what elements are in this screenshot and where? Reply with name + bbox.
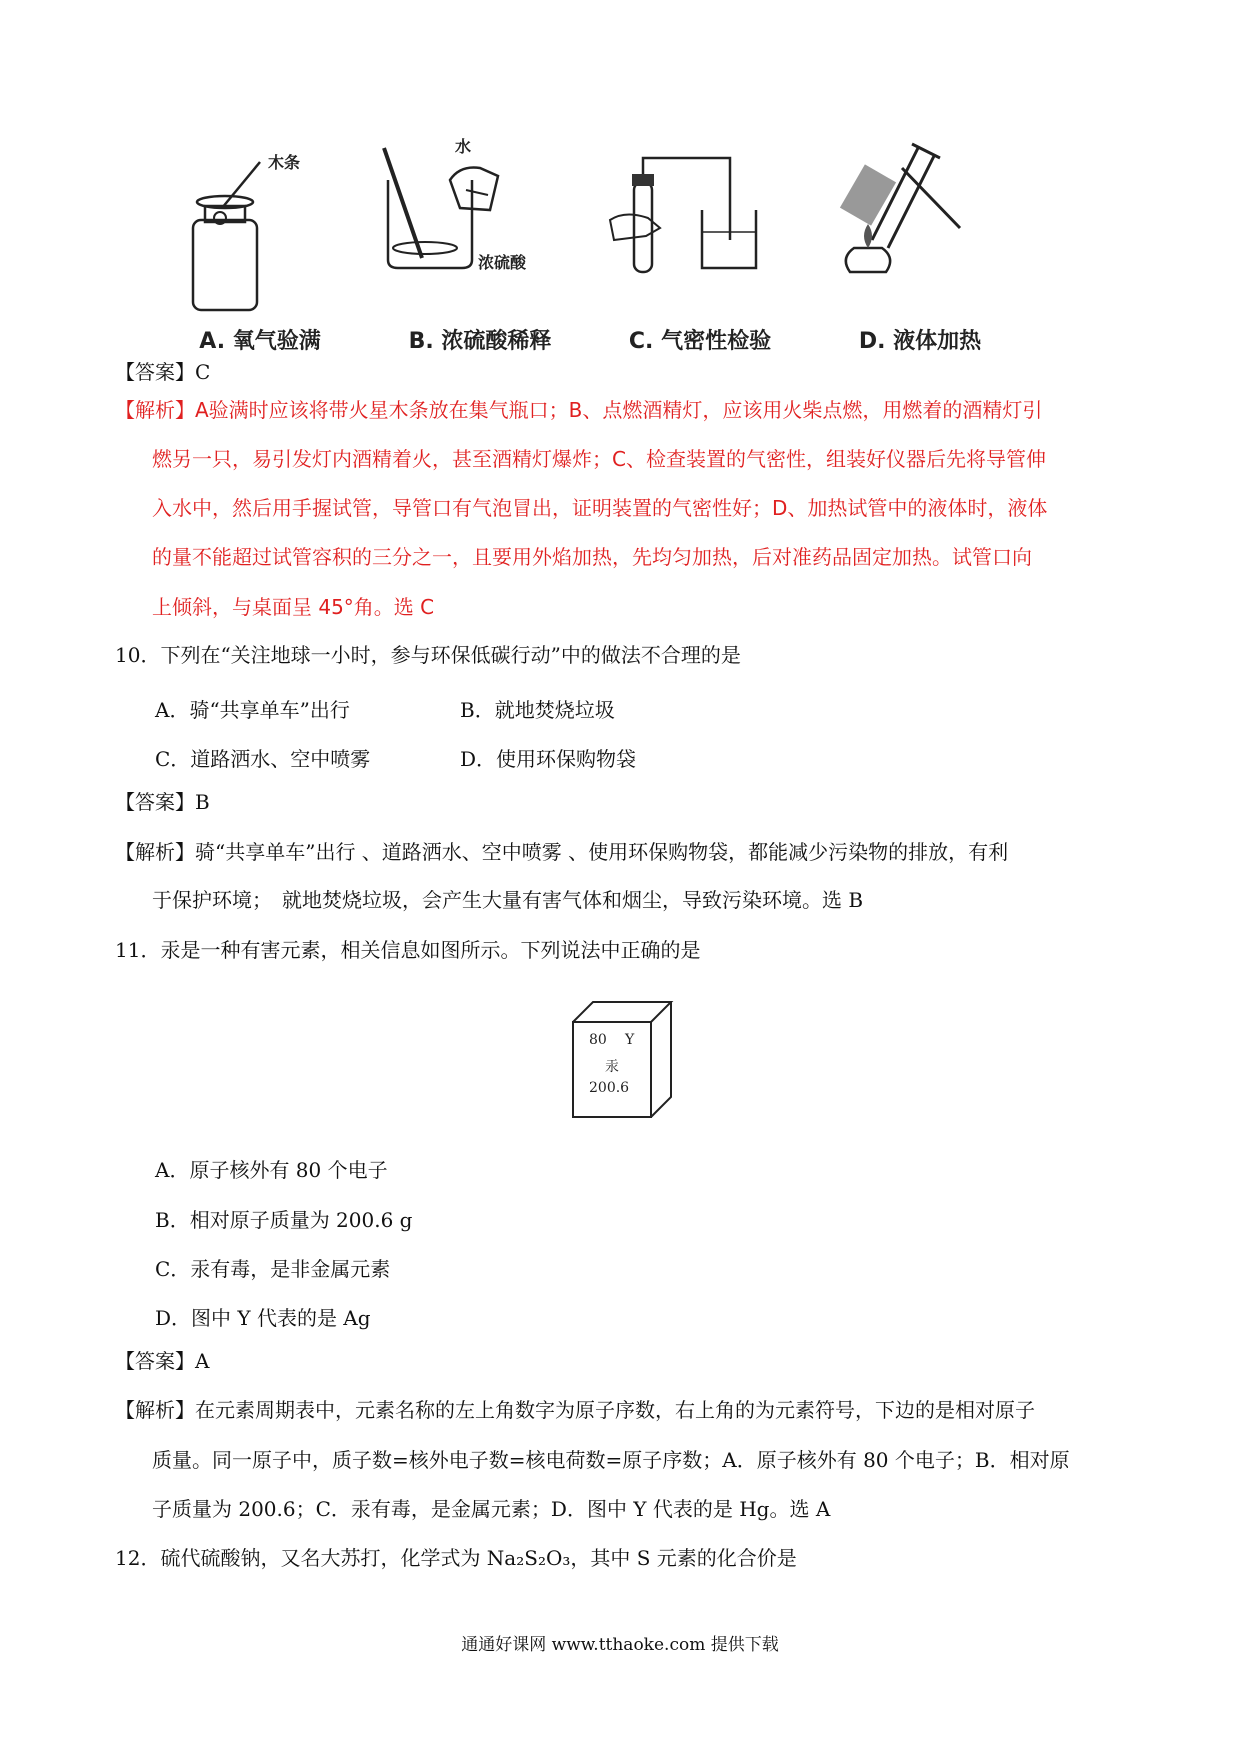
q9-answer: 【答案】C xyxy=(115,360,211,384)
q11-question: 11．汞是一种有害元素，相关信息如图所示。下列说法中正确的是 xyxy=(115,938,701,962)
q10-question: 10．下列在“关注地球一小时，参与环保低碳行动”中的做法不合理的是 xyxy=(115,643,741,667)
figure-a-oxygen-test xyxy=(150,140,370,355)
element-symbol: Y xyxy=(625,1032,635,1048)
q11-analysis-line-3: 子质量为 200.6；C．汞有毒，是金属元素；D．图中 Y 代表的是 Hg。选 A xyxy=(152,1497,831,1521)
element-tile xyxy=(565,998,675,1123)
q9-analysis-line-4: 的量不能超过试管容积的三分之一，且要用外焰加热，先均匀加热，后对准药品固定加热。试管口向 xyxy=(152,545,1032,569)
acid-label: 浓硫酸 xyxy=(478,253,527,272)
q11-analysis-line-2: 质量。同一原子中，质子数=核外电子数=核电荷数=原子序数；A．原子核外有 80 个电子；B．相对原 xyxy=(152,1448,1070,1472)
caption-d: D. 液体加热 xyxy=(858,329,982,354)
beaker-pouring-icon xyxy=(370,140,590,355)
q12-question: 12．硫代硫酸钠，又名大苏打，化学式为 Na₂S₂O₃，其中 S 元素的化合价是 xyxy=(115,1546,797,1570)
q10-option-b: B．就地焚烧垃圾 xyxy=(460,698,615,722)
splint-label: 木条 xyxy=(268,153,301,172)
element-cube-icon xyxy=(565,998,675,1123)
q11-option-a: A．原子核外有 80 个电子 xyxy=(155,1158,388,1182)
figure-b-acid-dilution xyxy=(370,137,590,355)
test-tube-hand-icon xyxy=(590,140,810,355)
q9-analysis-line-2: 燃另一只，易引发灯内酒精着火，甚至酒精灯爆炸；C、检查装置的气密性，组装好仪器后先将导管伸 xyxy=(152,447,1046,471)
q11-option-d: D．图中 Y 代表的是 Ag xyxy=(155,1306,371,1330)
q11-answer: 【答案】A xyxy=(115,1349,210,1373)
figure-d-liquid-heating xyxy=(810,140,1030,355)
gas-jar-splint-icon xyxy=(150,140,370,355)
element-mass: 200.6 xyxy=(589,1080,630,1096)
q10-analysis-line-2: 于保护环境； 就地焚烧垃圾，会产生大量有害气体和烟尘，导致污染环境。选 B xyxy=(152,888,864,912)
q11-analysis-line-1: 【解析】在元素周期表中，元素名称的左上角数字为原子序数，右上角的为元素符号，下边的是相对原子 xyxy=(115,1398,1035,1422)
water-label: 水 xyxy=(455,137,472,156)
element-name: 汞 xyxy=(605,1059,619,1075)
q10-option-a: A．骑“共享单车”出行 xyxy=(155,698,350,722)
apparatus-figures xyxy=(150,137,1030,355)
figure-c-airtightness xyxy=(590,140,810,355)
q10-option-d: D．使用环保购物袋 xyxy=(460,747,637,771)
q9-analysis-line-5: 上倾斜，与桌面呈 45°角。选 C xyxy=(152,595,435,619)
caption-b: B. 浓硫酸稀释 xyxy=(408,329,552,354)
element-number: 80 xyxy=(589,1032,607,1048)
q10-option-c: C．道路洒水、空中喷雾 xyxy=(155,747,371,771)
q10-analysis-line-1: 【解析】骑“共享单车”出行 、道路洒水、空中喷雾 、使用环保购物袋，都能减少污染物的排放，有利 xyxy=(115,840,1009,864)
q9-analysis-line-1: 【解析】A验满时应该将带火星木条放在集气瓶口；B、点燃酒精灯，应该用火柴点燃，用燃着的酒精灯引 xyxy=(115,398,1043,422)
q11-option-b: B．相对原子质量为 200.6 g xyxy=(155,1208,413,1232)
caption-a: A. 氧气验满 xyxy=(199,329,321,354)
q11-option-c: C．汞有毒，是非金属元素 xyxy=(155,1257,391,1281)
caption-c: C. 气密性检验 xyxy=(628,329,772,354)
test-tube-burner-icon xyxy=(810,140,1030,355)
footer: 通通好课网 www.tthaoke.com 提供下载 xyxy=(461,1635,779,1655)
q9-analysis-line-3: 入水中，然后用手握试管，导管口有气泡冒出，证明装置的气密性好；D、加热试管中的液体时，液体 xyxy=(152,496,1048,520)
q10-answer: 【答案】B xyxy=(115,790,210,814)
